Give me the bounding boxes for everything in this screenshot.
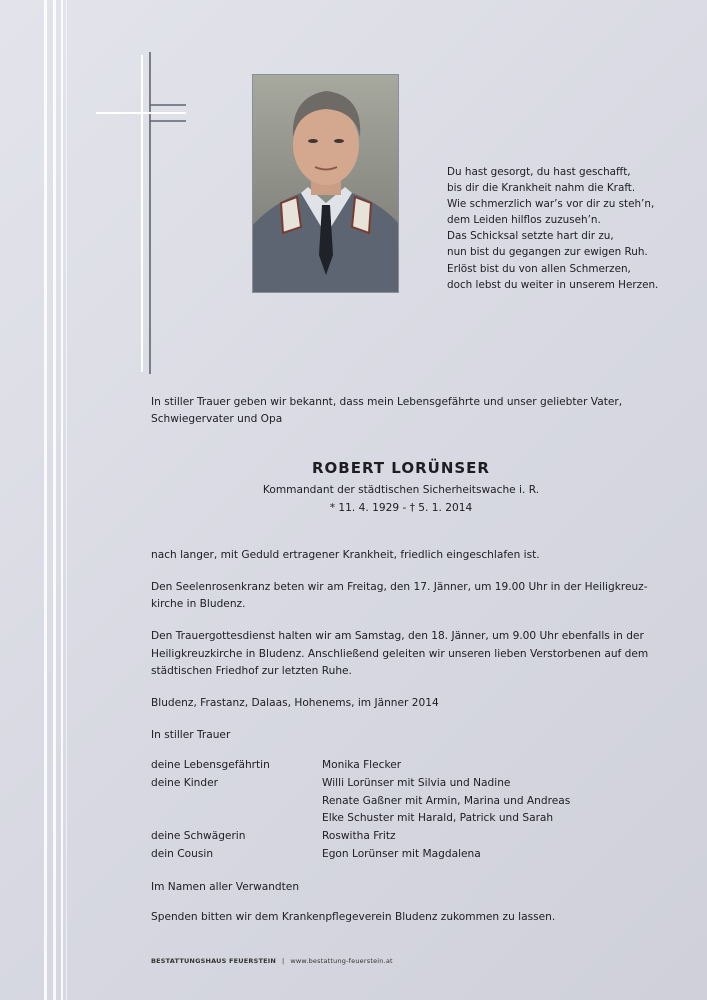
- poem-line: Wie schmerzlich war’s vor dir zu steh’n,: [447, 198, 655, 211]
- poem-line: doch lebst du weiter in unserem Herzen.: [447, 278, 659, 291]
- paragraph-rosary: Den Seelenrosenkranz beten wir am Freitag, den 17. Jänner, um 19.00 Uhr in der Heiligkreuz-: [151, 581, 648, 593]
- family-member: Elke Schuster mit Harald, Patrick und Sarah: [322, 812, 554, 824]
- deceased-dates: * 11. 4. 1929 - † 5. 1. 2014: [329, 502, 473, 514]
- paragraph-funeral: Heiligkreuzkirche in Bludenz. Anschließend geleiten wir unseren lieben Verstorbenen auf dem: [151, 648, 649, 660]
- deceased-name: ROBERT LORÜNSER: [312, 459, 490, 477]
- mourning-heading: In stiller Trauer: [151, 729, 231, 741]
- cross-icon: [0, 0, 200, 380]
- relatives-line: Im Namen aller Verwandten: [151, 881, 300, 893]
- poem: [447, 164, 697, 293]
- intro-line: In stiller Trauer geben wir bekannt, dass mein Lebensgefährte und unser geliebter Vater,: [151, 396, 623, 408]
- family-role: dein Cousin: [151, 848, 214, 860]
- family-member: Monika Flecker: [322, 759, 402, 771]
- paragraph-passing: nach langer, mit Geduld ertragener Krankheit, friedlich eingeschlafen ist.: [151, 549, 540, 561]
- poem-line: Das Schicksal setzte hart dir zu,: [447, 230, 614, 243]
- donation-line: Spenden bitten wir dem Krankenpflegeverein Bludenz zukommen zu lassen.: [151, 911, 556, 923]
- paragraph-funeral: städtischen Friedhof zur letzten Ruhe.: [151, 665, 352, 677]
- poem-line: bis dir die Krankheit nahm die Kraft.: [447, 182, 636, 195]
- intro-line: Schwiegervater und Opa: [151, 413, 283, 425]
- portrait-photo: [252, 74, 399, 293]
- paragraph-funeral: Den Trauergottesdienst halten wir am Samstag, den 18. Jänner, um 9.00 Uhr ebenfalls in der: [151, 630, 644, 642]
- family-member: Roswitha Fritz: [322, 830, 396, 842]
- family-role: deine Lebensgefährtin: [151, 759, 270, 771]
- footer-separator: |: [282, 957, 285, 965]
- deceased-title: Kommandant der städtischen Sicherheitswache i. R.: [262, 484, 540, 496]
- paragraph-rosary: kirche in Bludenz.: [151, 598, 246, 610]
- footer-url[interactable]: www.bestattung-feuerstein.at: [290, 957, 393, 965]
- poem-line: nun bist du gegangen zur ewigen Ruh.: [447, 246, 648, 259]
- family-member: Renate Gaßner mit Armin, Marina und Andreas: [322, 795, 571, 807]
- family-role: deine Kinder: [151, 777, 218, 789]
- poem-line: dem Leiden hilflos zuzuseh’n.: [447, 214, 601, 227]
- footer-brand: BESTATTUNGSHAUS FEUERSTEIN: [151, 957, 276, 965]
- family-role: deine Schwägerin: [151, 830, 246, 842]
- footer: [151, 957, 393, 965]
- poem-line: Du hast gesorgt, du hast geschafft,: [447, 166, 631, 178]
- family-member: Willi Lorünser mit Silvia und Nadine: [322, 777, 511, 789]
- place-date: Bludenz, Frastanz, Dalaas, Hohenems, im Jänner 2014: [151, 697, 439, 709]
- poem-line: Erlöst bist du von allen Schmerzen,: [447, 262, 631, 275]
- family-member: Egon Lorünser mit Magdalena: [322, 848, 481, 860]
